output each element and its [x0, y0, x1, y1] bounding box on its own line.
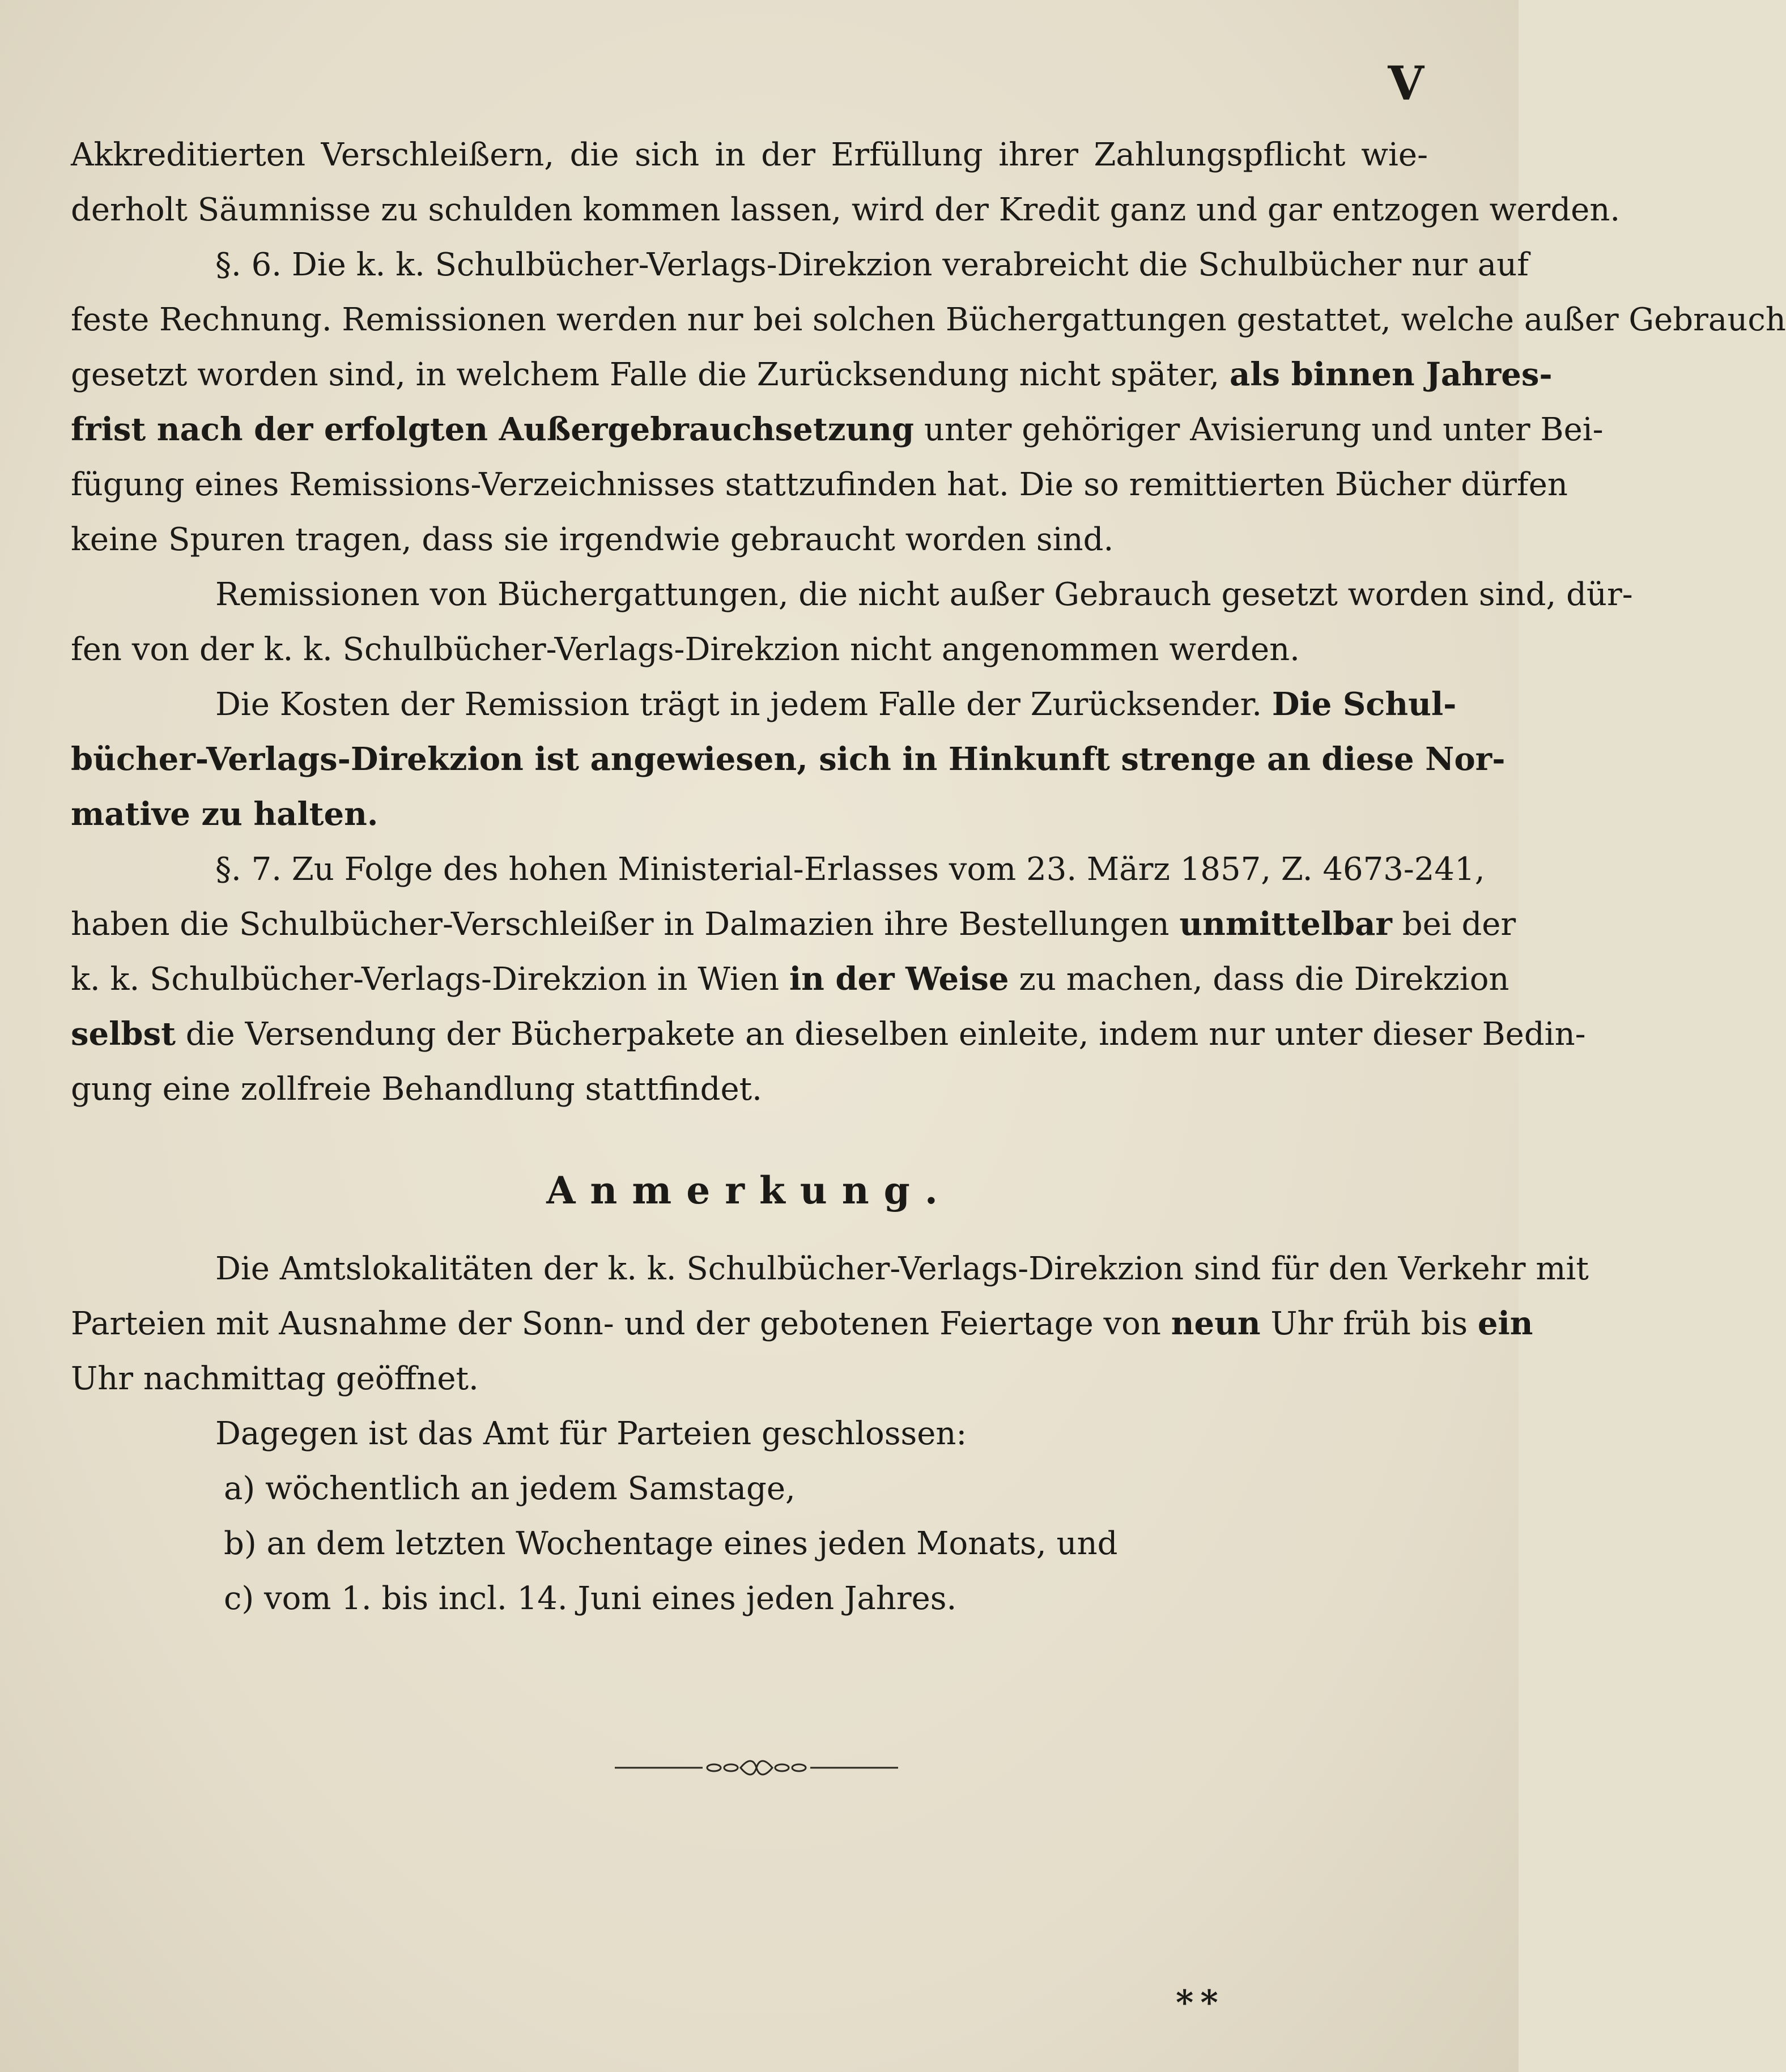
bold-span: frist nach der erfolgten Außergebrauchsetzung	[71, 411, 915, 448]
text-line: derholt Säumnisse zu schulden kommen lassen, wird der Kredit ganz und gar entzogen werden.	[71, 192, 1621, 228]
text-line: Akkreditierten Verschleißern, die sich in der Erfüllung ihrer Zahlungspflicht wie-	[71, 137, 1428, 173]
ornament-divider	[615, 1751, 898, 1785]
bold-span: neun	[1171, 1305, 1261, 1342]
text-line: Remissionen von Büchergattungen, die nicht außer Gebrauch gesetzt worden sind, dür-	[215, 576, 1633, 613]
text-line	[71, 1007, 1586, 1062]
bold-span: unmittelbar	[1179, 905, 1392, 943]
body-text	[71, 127, 1786, 1626]
text-line: fügung eines Remissions-Verzeichnisses stattzufinden hat. Die so remittierten Bücher dürfen	[71, 466, 1568, 503]
text-line: bücher-Verlags-Direkzion ist angewiesen, sich in Hinkunft strenge an diese Nor-	[71, 741, 1506, 778]
note-line: Uhr nachmittag geöffnet.	[71, 1360, 479, 1397]
text-span: bei der	[1392, 906, 1516, 943]
text-span: zu machen, dass die Direkzion	[1009, 961, 1509, 998]
text-line	[71, 897, 1516, 952]
bold-span: in der Weise	[789, 960, 1009, 998]
list-item: a) wöchentlich an jedem Samstage,	[224, 1470, 796, 1507]
text-line: fen von der k. k. Schulbücher-Verlags-Direkzion nicht angenommen werden.	[71, 631, 1300, 668]
ornament-divider-icon	[615, 1751, 898, 1785]
section-heading: Anmerkung.	[546, 1168, 952, 1212]
text-span: k. k. Schulbücher-Verlags-Direkzion in Wien	[71, 961, 789, 998]
bold-span: als binnen Jahres-	[1229, 356, 1553, 393]
text-line: keine Spuren tragen, dass sie irgendwie gebraucht worden sind.	[71, 521, 1114, 558]
paragraph-7-start: §. 7. Zu Folge des hohen Ministerial-Erlasses vom 23. März 1857, Z. 4673-241,	[215, 851, 1485, 888]
bold-span: selbst	[71, 1015, 176, 1053]
note-line: Dagegen ist das Amt für Parteien geschlossen:	[215, 1415, 967, 1452]
text-line: gung eine zollfreie Behandlung stattfindet.	[71, 1071, 762, 1108]
note-line	[71, 1296, 1533, 1351]
text-span: die Versendung der Bücherpakete an dieselben einleite, indem nur unter dieser Bedin-	[175, 1016, 1586, 1053]
text-line	[71, 952, 1509, 1007]
bold-span: Die Schul-	[1272, 686, 1457, 723]
text-line	[71, 402, 1604, 457]
text-line	[71, 677, 1457, 732]
list-item: c) vom 1. bis incl. 14. Juni eines jeden Jahres.	[224, 1580, 957, 1617]
text-span: gesetzt worden sind, in welchem Falle die Zurücksendung nicht später,	[71, 356, 1230, 393]
text-span: haben die Schulbücher-Verschleißer in Dalmazien ihre Bestellungen	[71, 906, 1180, 943]
paragraph-6-start: §. 6. Die k. k. Schulbücher-Verlags-Direkzion verabreicht die Schulbücher nur auf	[215, 246, 1529, 283]
text-span: Parteien mit Ausnahme der Sonn- und der gebotenen Feiertage von	[71, 1305, 1171, 1342]
text-span: Die Kosten der Remission trägt in jedem Falle der Zurücksender.	[215, 686, 1272, 723]
note-line: Die Amtslokalitäten der k. k. Schulbücher-Verlags-Direkzion sind für den Verkehr mit	[215, 1250, 1589, 1287]
text-span: unter gehöriger Avisierung und unter Bei-	[914, 411, 1604, 448]
signature-mark: **	[1176, 1983, 1225, 2023]
text-line	[71, 347, 1553, 402]
list-item: b) an dem letzten Wochentage eines jeden Monats, und	[224, 1525, 1118, 1562]
bold-span: ein	[1477, 1305, 1533, 1342]
text-span: Uhr früh bis	[1260, 1305, 1478, 1342]
text-line: feste Rechnung. Remissionen werden nur bei solchen Büchergattungen gestattet, welche außer Gebrauch	[71, 301, 1786, 338]
text-line: mative zu halten.	[71, 795, 379, 833]
page-number: V	[1388, 57, 1425, 111]
